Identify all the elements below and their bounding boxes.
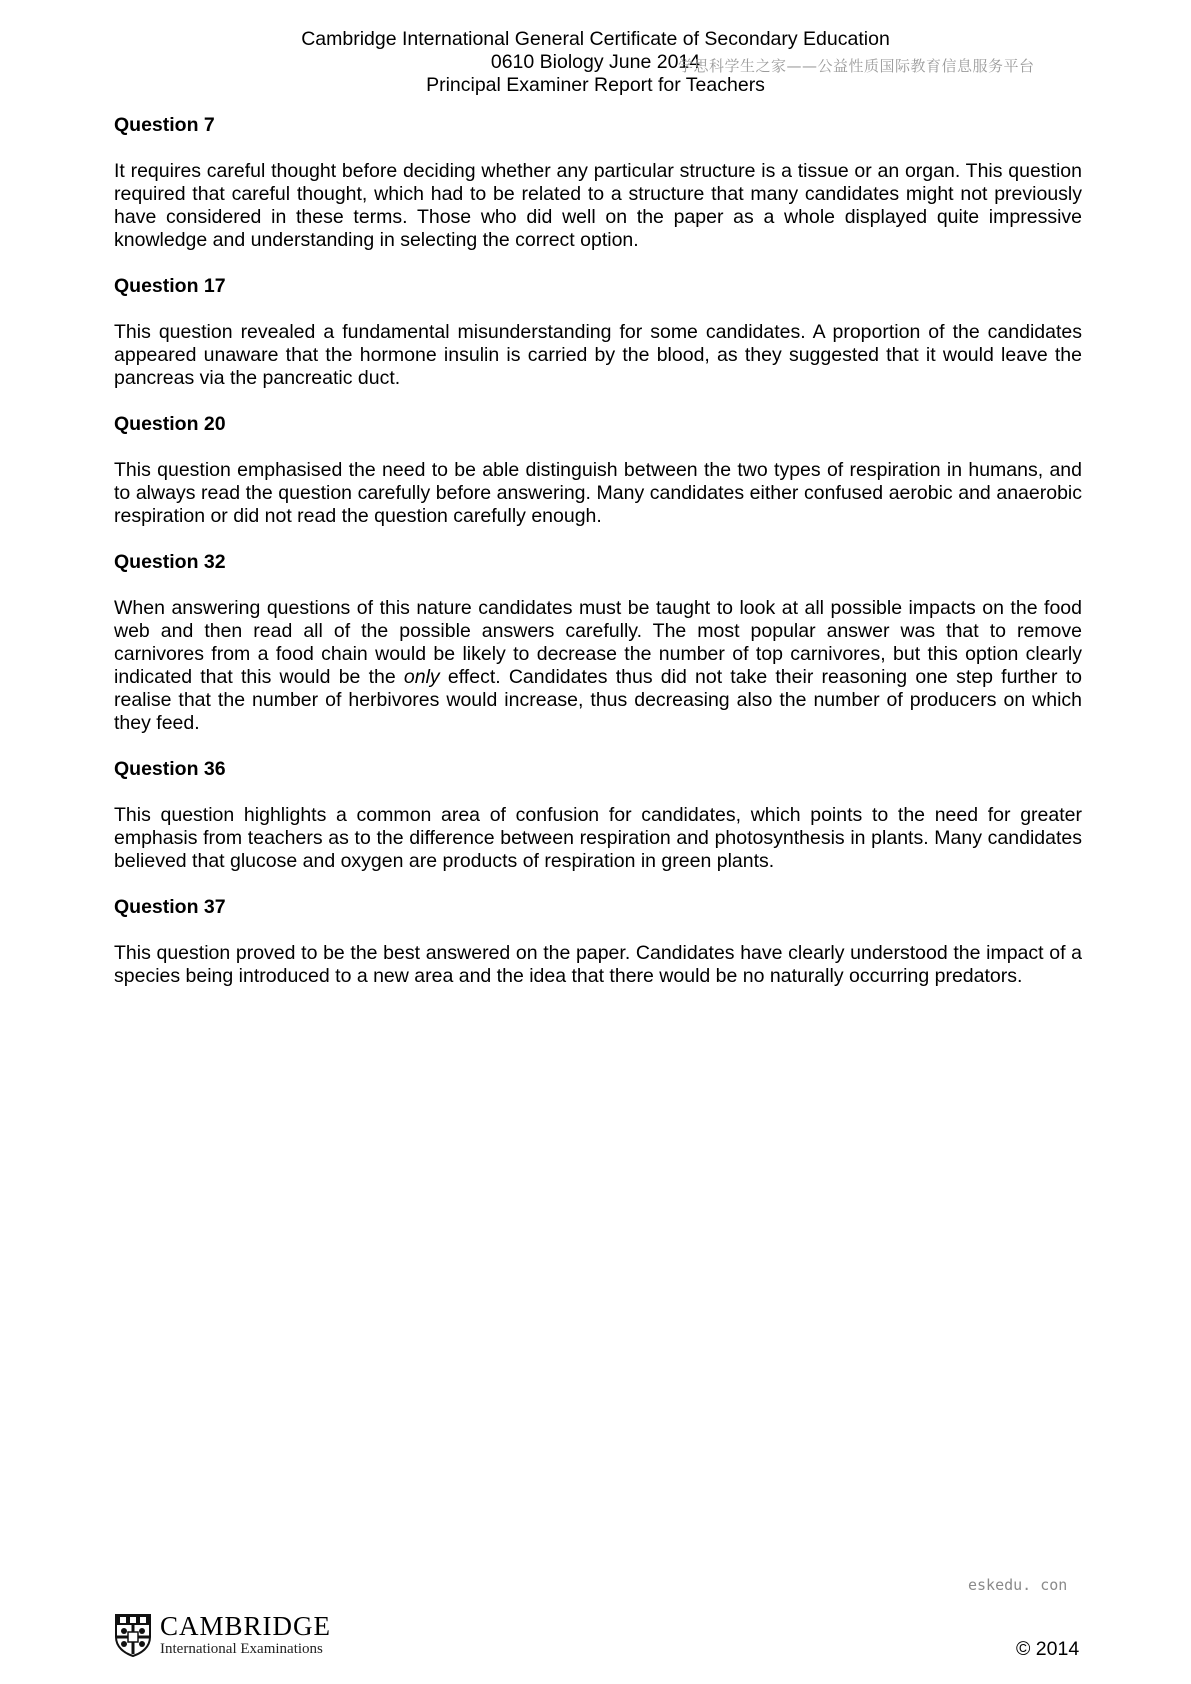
question-section [114, 758, 1082, 873]
question-body: This question highlights a common area of confusion for candidates, which points to the need for greater emphasis from teachers as to the difference between respiration and photosynthesis in plants. Many candidates believed that glucose and oxygen are products of respiration in green plants. [114, 804, 1082, 872]
question-section [114, 114, 1082, 252]
question-body [114, 597, 1082, 735]
header-qualification: Cambridge International General Certificate of Secondary Education [301, 28, 890, 50]
question-title: Question 36 [114, 758, 226, 780]
question-section [114, 551, 1082, 735]
question-title: Question 7 [114, 114, 215, 136]
question-title: Question 17 [114, 275, 226, 297]
question-title: Question 32 [114, 551, 226, 573]
cambridge-crest-icon [114, 1613, 152, 1657]
question-title: Question 20 [114, 413, 226, 435]
watermark-top: 学思科学生之家——公益性质国际教育信息服务平台 [678, 57, 1035, 75]
cambridge-logo [114, 1612, 331, 1658]
header-report-type: Principal Examiner Report for Teachers [426, 74, 765, 96]
question-body: This question emphasised the need to be able distinguish between the two types of respiration in humans, and to always read the question carefully before answering. Many candidates either confused aerobic and anaerobic respiration or did not read the question carefully enough. [114, 459, 1082, 527]
logo-subtitle: International Examinations [160, 1640, 323, 1657]
question-title: Question 37 [114, 896, 226, 918]
question-body-part: effect. Candidates thus did not take their reasoning one step further to realise that the number of herbivores would increase, thus decreasing also the number of producers on which they feed. [114, 666, 1082, 734]
logo-name: CAMBRIDGE [160, 1610, 332, 1641]
question-section [114, 275, 1082, 390]
question-body-emphasis: only [403, 666, 440, 688]
copyright: © 2014 [1016, 1638, 1080, 1660]
logo-text [160, 1610, 332, 1658]
question-body-part: When answering questions of this nature candidates must be taught to look at all possible impacts on the food web and then read all of the possible answers carefully. The most popular answer was that to remove carnivores from a food chain would be likely to decrease the number of top carnivores, but this option clearly indicated that this would be the [114, 597, 1082, 688]
question-section [114, 413, 1082, 528]
watermark-bottom: eskedu. con [968, 1576, 1068, 1594]
question-section [114, 896, 1082, 988]
report-content [114, 114, 1082, 1011]
question-body: This question revealed a fundamental misunderstanding for some candidates. A proportion of the candidates appeared unaware that the hormone insulin is carried by the blood, as they suggested that it would leave the pancreas via the pancreatic duct. [114, 321, 1082, 389]
header-syllabus: 0610 Biology June 2014 [490, 51, 701, 73]
question-body: It requires careful thought before deciding whether any particular structure is a tissue or an organ. This question required that careful thought, which had to be related to a structure that many candidates might not previously have considered in these terms. Those who did well on the paper as a whole displayed quite impressive knowledge and understanding in selecting the correct option. [114, 160, 1082, 251]
question-body: This question proved to be the best answered on the paper. Candidates have clearly understood the impact of a species being introduced to a new area and the idea that there would be no naturally occurring predators. [114, 942, 1082, 987]
